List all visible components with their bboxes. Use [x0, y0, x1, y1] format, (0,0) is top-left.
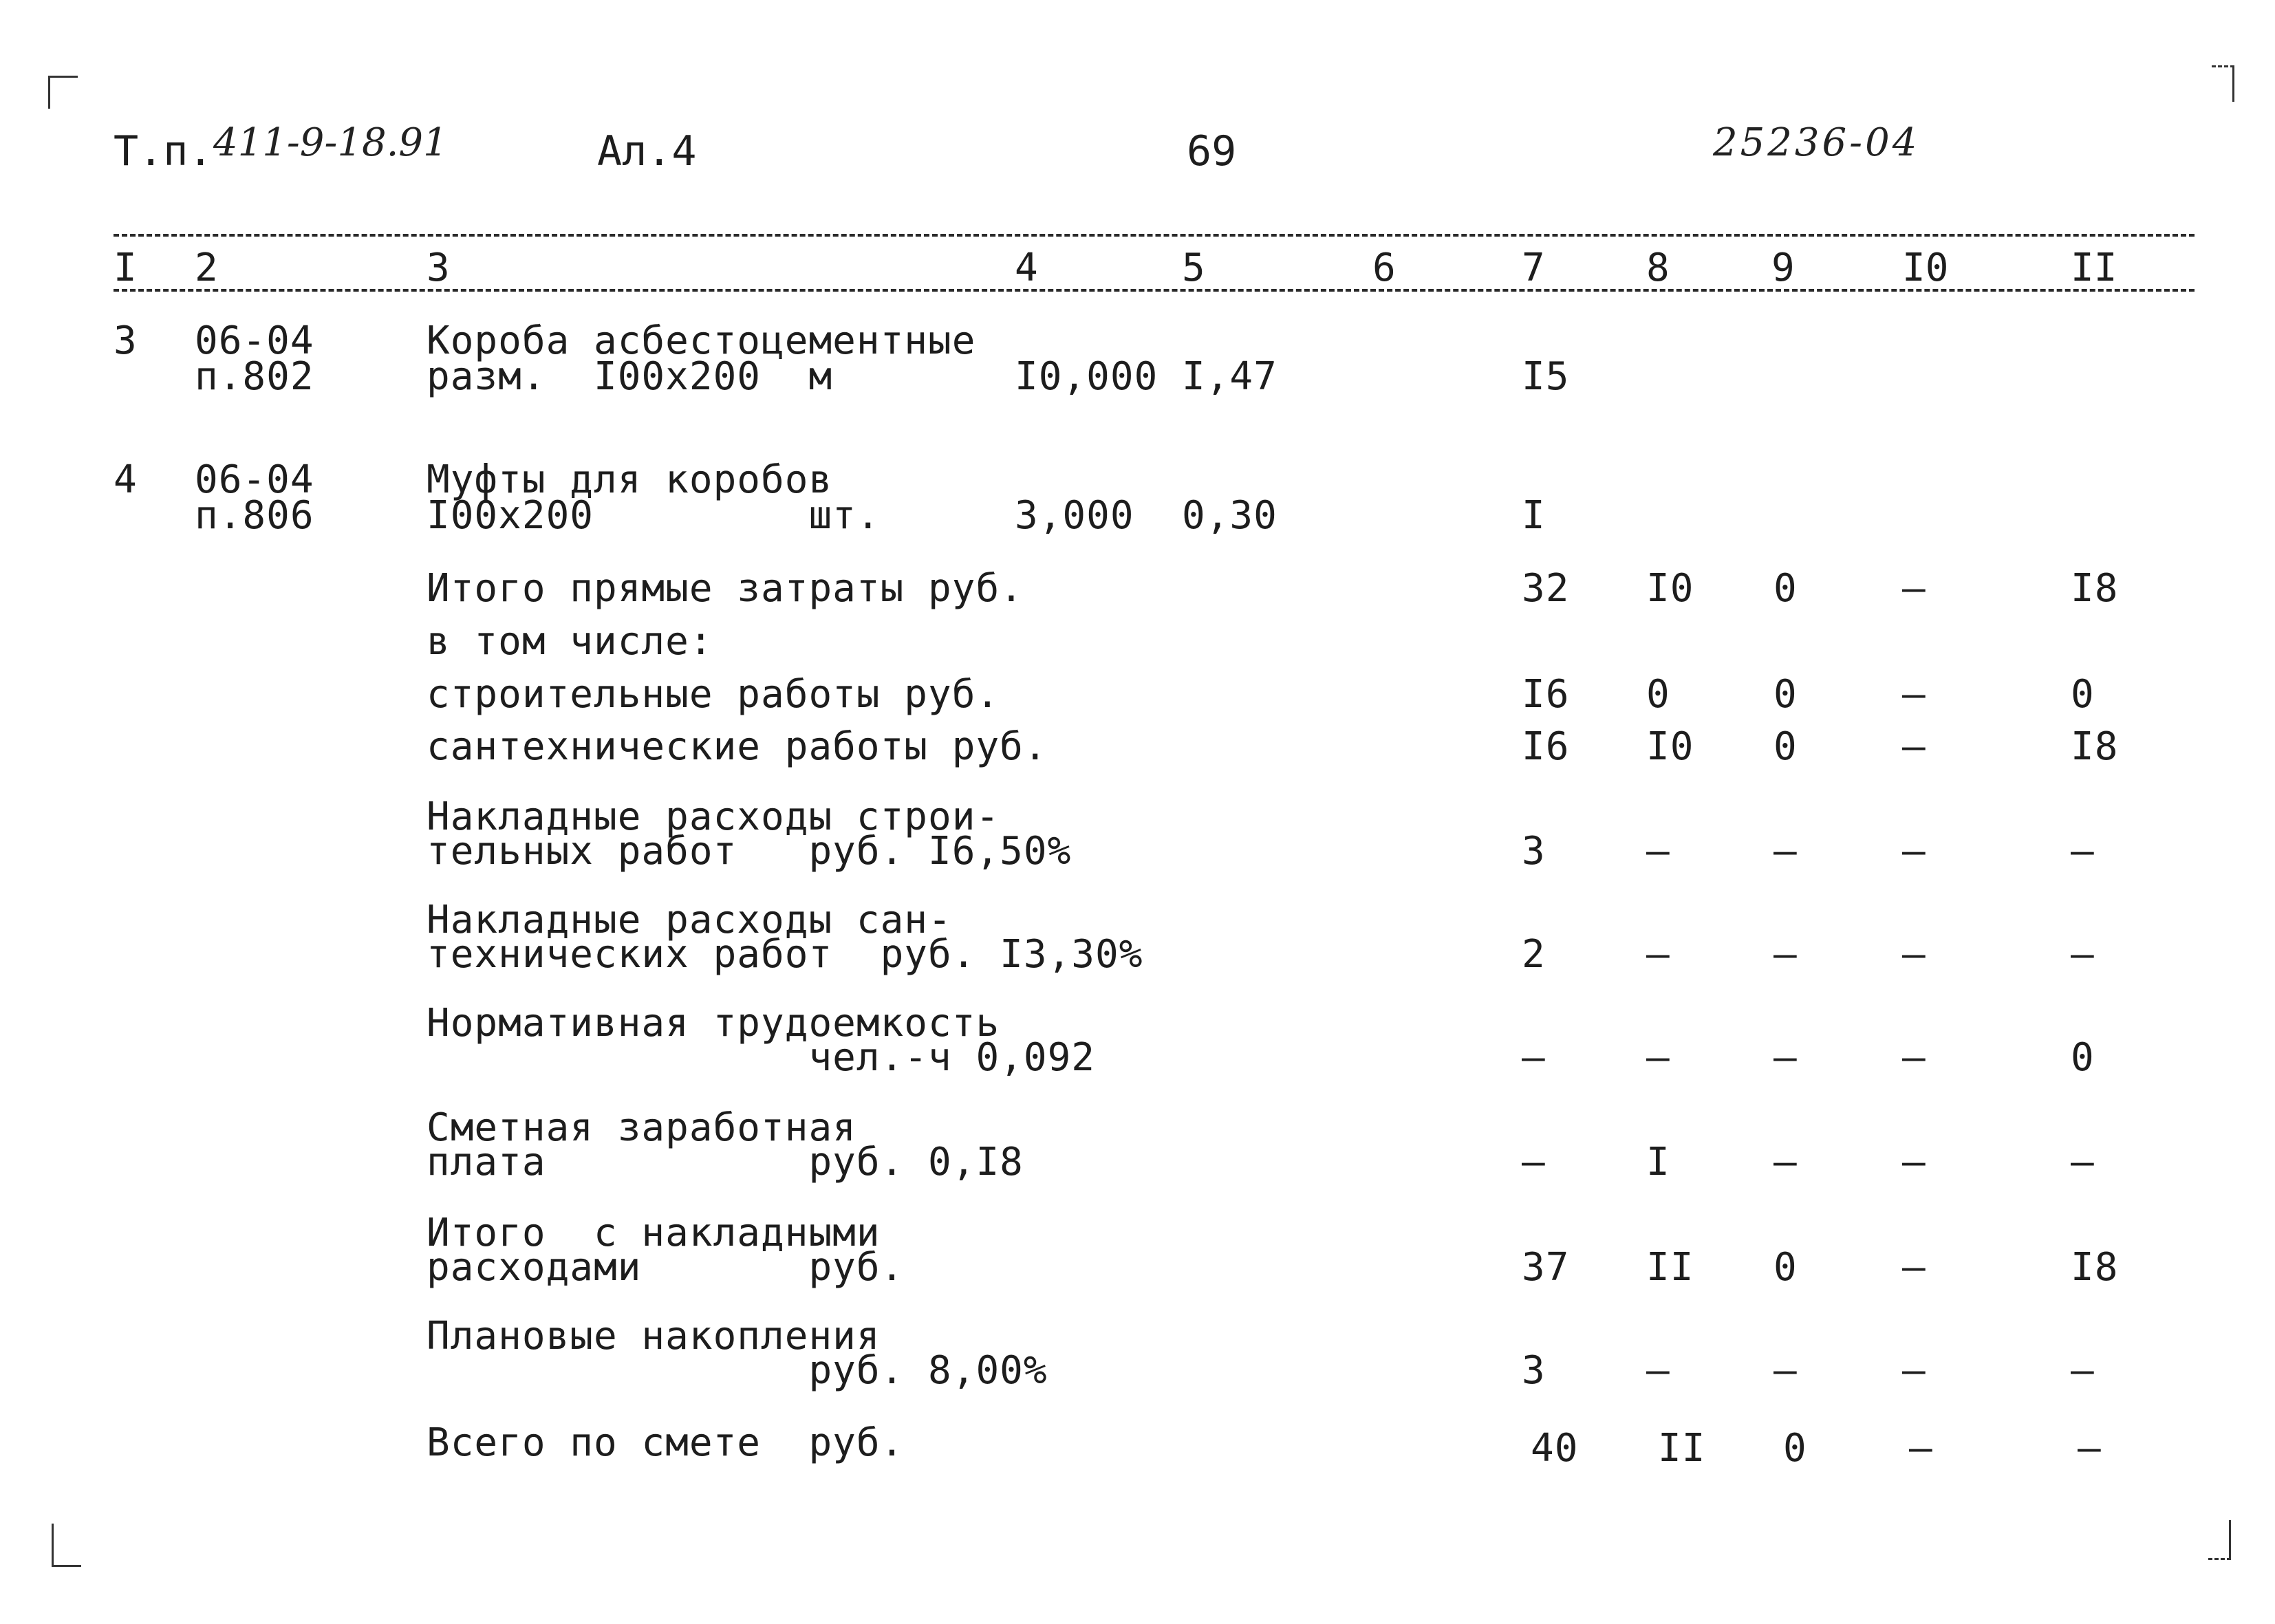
summary-col7: 2	[1522, 932, 1546, 977]
item-name-line: разм. I00x200 м	[427, 354, 833, 399]
summary-col7: 40	[1531, 1426, 1579, 1471]
summary-col10: –	[1902, 829, 1926, 874]
col7-value: I	[1522, 493, 1546, 538]
summary-col10: –	[1902, 932, 1926, 977]
summary-col8: II	[1658, 1426, 1706, 1471]
header-rule-top	[114, 234, 2195, 237]
tp-label: Т.п.	[114, 127, 213, 175]
tp-number: 411-9-18.91	[213, 120, 448, 165]
summary-col10: –	[1902, 1245, 1926, 1290]
quantity: 3,000	[1015, 493, 1134, 538]
summary-col8: –	[1646, 829, 1670, 874]
summary-col7: I6	[1522, 724, 1570, 769]
summary-col9: –	[1773, 1348, 1798, 1393]
row-number: 3	[114, 318, 138, 363]
summary-col10: –	[1902, 672, 1926, 717]
corner-mark-bottom-left	[52, 1524, 81, 1567]
summary-col9: –	[1773, 932, 1798, 977]
summary-label: Сметная заработная	[427, 1105, 856, 1150]
summary-col9: 0	[1773, 724, 1798, 769]
summary-col11: I8	[2071, 1245, 2119, 1290]
summary-col7: 3	[1522, 829, 1546, 874]
col7-value: I5	[1522, 354, 1570, 399]
summary-label: в том числе:	[427, 619, 713, 664]
summary-col11: 0	[2071, 1035, 2095, 1080]
page-number: 69	[1187, 127, 1237, 175]
item-name-line: I00x200 шт.	[427, 493, 881, 538]
header-rule-bottom	[114, 289, 2195, 292]
summary-col8: –	[1646, 932, 1670, 977]
summary-label: Накладные расходы сан-	[427, 898, 952, 942]
unit-price: I,47	[1182, 354, 1277, 399]
col-header-8: 8	[1646, 246, 1670, 290]
summary-label: сантехнические работы руб.	[427, 724, 1048, 769]
corner-mark-top-right	[2212, 65, 2234, 102]
col-header-6: 6	[1372, 246, 1396, 290]
summary-label: Накладные расходы строи-	[427, 794, 1000, 839]
col-header-5: 5	[1182, 246, 1205, 290]
summary-label: Итого с накладными	[427, 1211, 881, 1255]
summary-col9: –	[1773, 829, 1798, 874]
col-header-1: I	[114, 246, 137, 290]
summary-col9: 0	[1773, 1245, 1798, 1290]
code-line: 06-04	[195, 457, 314, 502]
summary-col10: –	[1902, 1035, 1926, 1080]
summary-col9: –	[1773, 1140, 1798, 1184]
summary-col7: I6	[1522, 672, 1570, 717]
summary-col8: I	[1646, 1140, 1670, 1184]
summary-label: технических работ руб. I3,30%	[427, 932, 1143, 977]
summary-label: Итого прямые затраты руб.	[427, 566, 1024, 611]
quantity: I0,000	[1015, 354, 1158, 399]
col-header-10: I0	[1902, 246, 1949, 290]
code-line: п.806	[195, 493, 314, 538]
summary-col11: –	[2078, 1426, 2102, 1471]
col-header-9: 9	[1771, 246, 1795, 290]
summary-col11: –	[2071, 1348, 2095, 1393]
summary-col10: –	[1902, 1348, 1926, 1393]
summary-col9: –	[1773, 1035, 1798, 1080]
summary-col9: 0	[1783, 1426, 1807, 1471]
summary-col10: –	[1909, 1426, 1933, 1471]
summary-label: тельных работ руб. I6,50%	[427, 829, 1072, 874]
summary-col10: –	[1902, 1140, 1926, 1184]
row-number: 4	[114, 457, 138, 502]
summary-label: Всего по смете руб.	[427, 1420, 905, 1465]
album-label: Ал.4	[597, 127, 697, 175]
summary-label: Плановые накопления	[427, 1314, 881, 1358]
code-line: 06-04	[195, 318, 314, 363]
summary-col11: 0	[2071, 672, 2095, 717]
summary-col8: –	[1646, 1348, 1670, 1393]
item-name-line: Муфты для коробов	[427, 457, 833, 502]
summary-label: руб. 8,00%	[427, 1348, 1048, 1393]
summary-col11: –	[2071, 829, 2095, 874]
summary-col8: I0	[1646, 724, 1694, 769]
summary-col7: –	[1522, 1140, 1546, 1184]
summary-col10: –	[1902, 724, 1926, 769]
summary-col11: I8	[2071, 724, 2119, 769]
summary-col11: I8	[2071, 566, 2119, 611]
col-header-4: 4	[1015, 246, 1038, 290]
summary-col7: 37	[1522, 1245, 1570, 1290]
summary-label: расходами руб.	[427, 1245, 905, 1290]
summary-col9: 0	[1773, 566, 1798, 611]
summary-col9: 0	[1773, 672, 1798, 717]
col-header-3: 3	[427, 246, 450, 290]
col-header-2: 2	[195, 246, 218, 290]
code-line: п.802	[195, 354, 314, 399]
item-name-line: Короба асбестоцементные	[427, 318, 976, 363]
corner-mark-top-left	[48, 76, 78, 109]
col-header-7: 7	[1522, 246, 1545, 290]
summary-col7: –	[1522, 1035, 1546, 1080]
corner-mark-bottom-right	[2208, 1520, 2231, 1560]
summary-col10: –	[1902, 566, 1926, 611]
summary-label: строительные работы руб.	[427, 672, 1000, 717]
summary-col8: I0	[1646, 566, 1694, 611]
summary-col11: –	[2071, 1140, 2095, 1184]
summary-label: Нормативная трудоемкость	[427, 1001, 1000, 1046]
summary-label: плата руб. 0,I8	[427, 1140, 1024, 1184]
summary-col8: 0	[1646, 672, 1670, 717]
col-header-11: II	[2071, 246, 2117, 290]
unit-price: 0,30	[1182, 493, 1277, 538]
summary-col8: II	[1646, 1245, 1694, 1290]
summary-col7: 32	[1522, 566, 1570, 611]
summary-col7: 3	[1522, 1348, 1546, 1393]
doc-code: 25236-04	[1713, 120, 1920, 165]
summary-label: чел.-ч 0,092	[427, 1035, 1096, 1080]
summary-col8: –	[1646, 1035, 1670, 1080]
summary-col11: –	[2071, 932, 2095, 977]
